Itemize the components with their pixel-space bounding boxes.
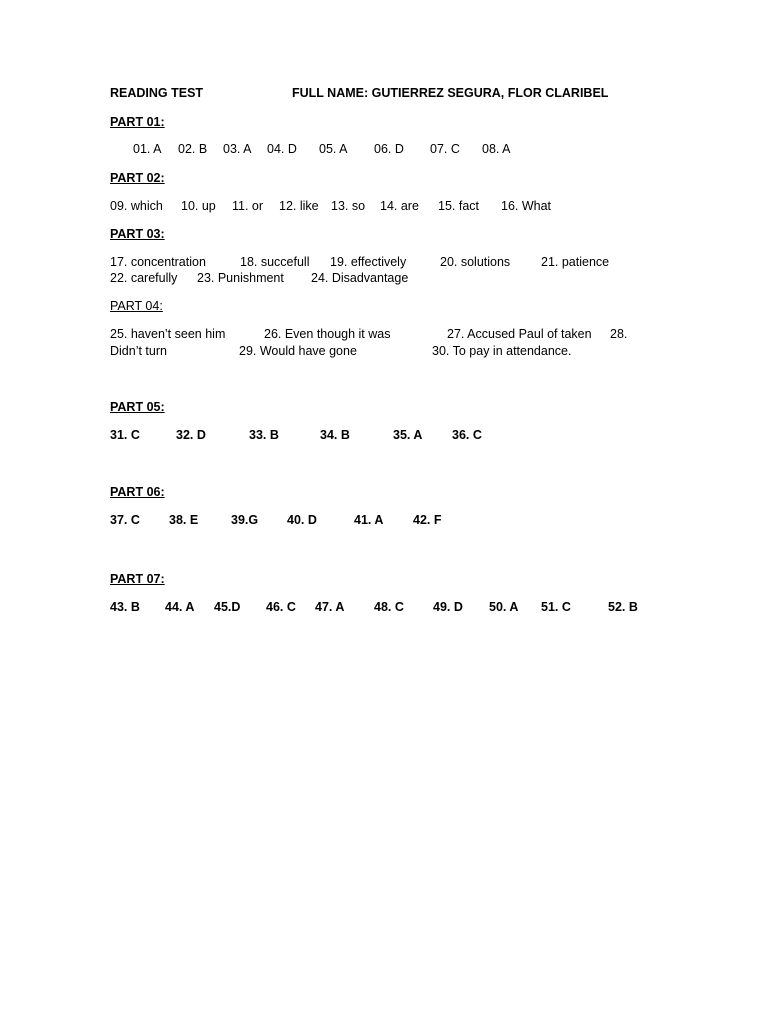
answer-09: 09. which (110, 199, 163, 213)
answer-46: 46. C (266, 600, 296, 614)
answer-31: 31. C (110, 428, 140, 442)
answer-25: 25. haven’t seen him (110, 327, 226, 341)
answer-04: 04. D (267, 142, 297, 156)
answer-29: 29. Would have gone (239, 344, 357, 358)
answer-12: 12. like (279, 199, 319, 213)
answer-24: 24. Disadvantage (311, 271, 409, 285)
answer-37: 37. C (110, 513, 140, 527)
answer-42: 42. F (413, 513, 442, 527)
part-05-heading: PART 05: (110, 400, 165, 414)
answer-11: 11. or (232, 199, 264, 213)
answer-03: 03. A (223, 142, 252, 156)
answer-18: 18. succefull (240, 255, 310, 269)
answer-17: 17. concentration (110, 255, 206, 269)
part-03-heading: PART 03: (110, 227, 165, 241)
answer-34: 34. B (320, 428, 350, 442)
answer-19: 19. effectively (330, 255, 407, 269)
answer-51: 51. C (541, 600, 571, 614)
answer-49: 49. D (433, 600, 463, 614)
answer-27: 27. Accused Paul of taken (447, 327, 592, 341)
answer-52: 52. B (608, 600, 638, 614)
answer-35: 35. A (393, 428, 423, 442)
answer-22: 22. carefully (110, 271, 178, 285)
answer-10: 10. up (181, 199, 216, 213)
answer-40: 40. D (287, 513, 317, 527)
full-name: FULL NAME: GUTIERREZ SEGURA, FLOR CLARIBEL (292, 86, 609, 100)
answer-02: 02. B (178, 142, 208, 156)
answer-26: 26. Even though it was (264, 327, 391, 341)
part-01-heading: PART 01: (110, 115, 165, 129)
answer-16: 16. What (501, 199, 552, 213)
answer-32: 32. D (176, 428, 206, 442)
answer-15: 15. fact (438, 199, 479, 213)
answer-13: 13. so (331, 199, 366, 213)
answer-08: 08. A (482, 142, 511, 156)
part-04-heading: PART 04: (110, 299, 163, 313)
answer-39: 39.G (231, 513, 259, 527)
answer-47: 47. A (315, 600, 345, 614)
answer-20: 20. solutions (440, 255, 511, 269)
answer-21: 21. patience (541, 255, 610, 269)
answer-36: 36. C (452, 428, 482, 442)
test-title: READING TEST (110, 86, 204, 100)
part-06-heading: PART 06: (110, 485, 165, 499)
part-02-heading: PART 02: (110, 171, 165, 185)
answer-01: 01. A (133, 142, 162, 156)
answer-45: 45.D (214, 600, 241, 614)
answer-33: 33. B (249, 428, 279, 442)
answer-43: 43. B (110, 600, 140, 614)
answer-28-text: Didn’t turn (110, 344, 167, 358)
part-07-heading: PART 07: (110, 572, 165, 586)
answer-41: 41. A (354, 513, 384, 527)
answer-38: 38. E (169, 513, 199, 527)
answer-44: 44. A (165, 600, 195, 614)
answer-05: 05. A (319, 142, 348, 156)
answer-06: 06. D (374, 142, 404, 156)
answer-28-number: 28. (610, 327, 628, 341)
answer-07: 07. C (430, 142, 460, 156)
answer-23: 23. Punishment (197, 271, 284, 285)
answer-48: 48. C (374, 600, 404, 614)
answer-14: 14. are (380, 199, 419, 213)
answer-30: 30. To pay in attendance. (432, 344, 572, 358)
answer-50: 50. A (489, 600, 519, 614)
